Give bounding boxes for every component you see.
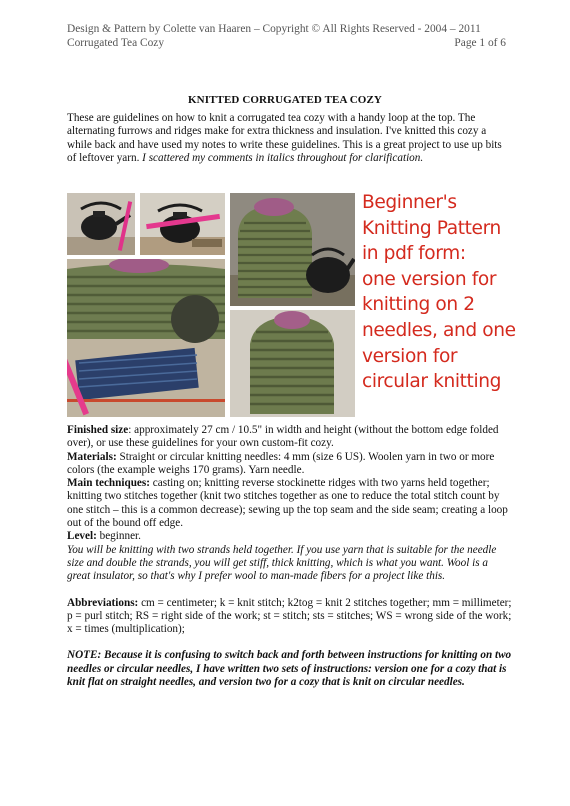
header-doc-title: Corrugated Tea Cozy	[67, 37, 165, 49]
note	[67, 649, 512, 689]
finished-size	[67, 424, 512, 451]
promo-line: version for	[362, 345, 458, 367]
promo-line: Beginner's	[362, 192, 457, 213]
intro-italic-note: I scattered my comments in italics throughout for clarification.	[142, 151, 424, 164]
page-header-row	[67, 37, 506, 49]
abbreviations-text: cm = centimeter; k = knit stitch; k2tog = knit 2 stitches together; mm = millimeter; p = purl stitch; RS = right side of the work; st = stitch; sts = stitches; WS = wrong side of the work; x = times (multiplication);	[67, 596, 512, 636]
level-note-text: You will be knitting with two strands held together. If you use yarn that is suitable for the needle size and double the strands, you will get stiff, thick knitting, which is what you want. Wool is a great insulator, so that's why I prefer wool to man-made fibers for a project like this.	[67, 543, 497, 583]
techniques-label: Main techniques:	[67, 477, 150, 490]
promo-line: needles, and one	[362, 319, 516, 341]
note-text: NOTE: Because it is confusing to switch back and forth between instructions for knitting on two needles or circular needles, I have written two sets of instructions: version one for a cozy that is knit flat on straight needles, and version two for a cozy that is knit on circular needles.	[67, 649, 512, 689]
promo-line: in pdf form:	[362, 243, 466, 265]
promo-line: knitting on 2	[362, 294, 475, 316]
photo-teapot-small	[67, 193, 135, 255]
pattern-details	[67, 424, 512, 689]
page-header-credit: Design & Pattern by Colette van Haaren – Copyright © All Rights Reserved - 2004 – 2011	[67, 23, 481, 35]
photo-cozy-with-teapot	[230, 193, 355, 306]
header-page-number: Page 1 of 6	[454, 37, 506, 49]
photo-teapot-measure	[140, 193, 225, 255]
promo-line: circular knitting	[362, 371, 501, 393]
level-label: Level:	[67, 530, 97, 543]
main-techniques	[67, 477, 512, 530]
photo-knitting-in-progress	[67, 259, 225, 417]
promo-line: Knitting Pattern	[362, 217, 501, 239]
level	[67, 530, 512, 543]
level-text: beginner.	[96, 530, 141, 543]
materials-text: Straight or circular knitting needles: 4 mm (size 6 US). Woolen yarn in two or more colors (the example weighs 170 grams). Yarn needle.	[67, 450, 495, 476]
materials-label: Materials:	[67, 450, 117, 463]
finished-size-text: : approximately 27 cm / 10.5" in width and height (without the bottom edge folded over), or use these guidelines for your own custom-fit cozy.	[67, 424, 499, 450]
techniques-text: casting on; knitting reverse stockinette ridges with two yarns held together; knitting two stitches together (knit two stitches together as one to reduce the total stitch count by one stitch – this is a common decrease); sewing up the top seam and the side seam; creating a loop out of the bound off edge.	[67, 477, 508, 530]
promo-text	[362, 190, 562, 395]
document-title: KNITTED CORRUGATED TEA COZY	[188, 94, 382, 106]
promo-line: one version for	[362, 268, 497, 290]
level-note	[67, 544, 512, 584]
abbreviations-label: Abbreviations:	[67, 596, 139, 609]
photo-cozy-finished	[230, 310, 355, 417]
materials	[67, 451, 512, 478]
finished-size-label: Finished size	[67, 424, 129, 436]
intro-text: These are guidelines on how to knit a corrugated tea cozy with a handy loop at the top. The alternating furrows and ridges make for extra thickness and insulation. I've knitted this cozy a while back and have used my notes to write these guidelines. This is a great project to use up bits of leftover yarn.	[67, 112, 502, 164]
abbreviations	[67, 597, 512, 637]
intro-paragraph	[67, 112, 507, 165]
